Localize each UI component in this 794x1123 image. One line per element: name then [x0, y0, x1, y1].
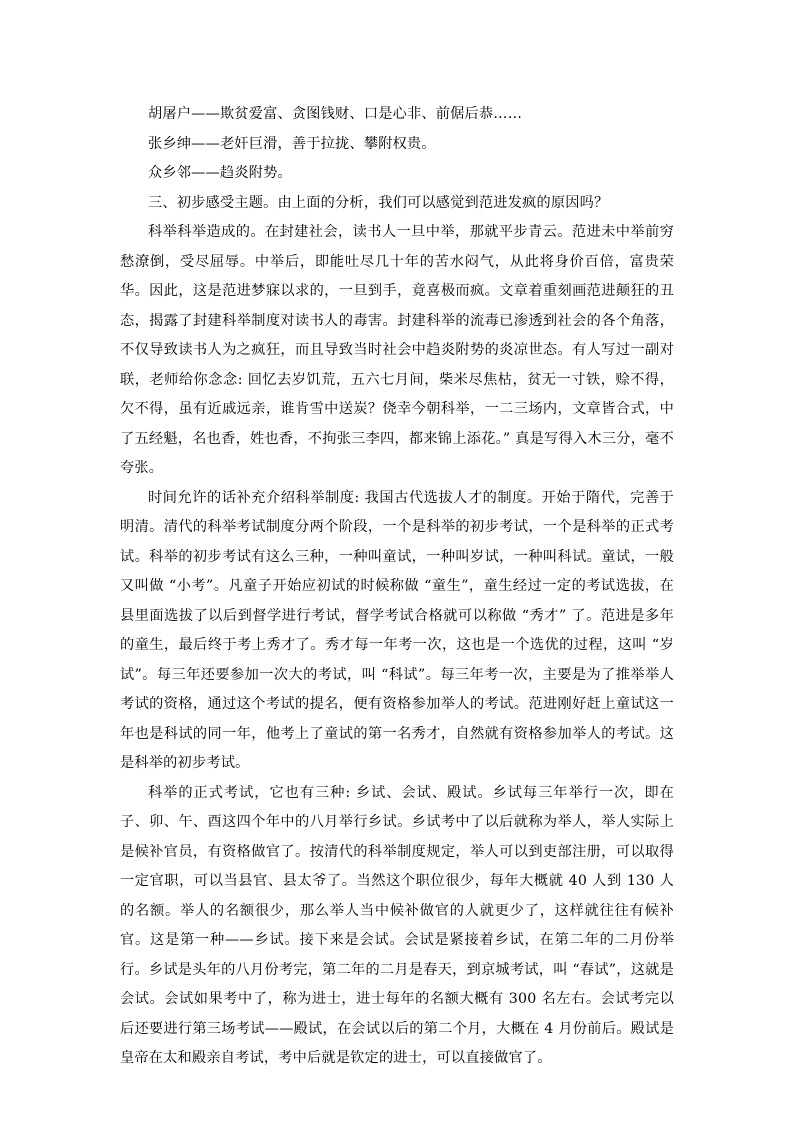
character-line-zhang-xiangshen: 张乡绅——老奸巨滑，善于拉拢、攀附权贵。: [148, 135, 436, 152]
paragraph-keju-formal-exam: 科举的正式考试，它也有三种: 乡试、会试、殿试。乡试每三年举行一次，即在子、卯、午、酉这四个年中的八月举行乡试。乡试考中了以后就称为举人，举人实际上是候补官员，有资格做官了。按清代的科举制度规定，举人可以到吏部注册，可以取得一定官职，可以当县官、县太爷了。当然这个职位很少，每年大概就 40 人到 130 人的名额。举人的名额很少，那么举人当中候补做官的人就更少了，这样就往往有候补官。这是第一种——乡试。接下来是会试。会试是紧接着乡试，在第二年的二月份举行。乡试是头年的八月份考完，第二年的二月是春天，到京城考试，叫 “春试”，这就是会试。会试如果考中了，称为进士，进士每年的名额大概有 300 名左右。会试考完以后还要进行第三场考试——殿试，在会试以后的第二个月，大概在 4 月份前后。殿试是皇帝在太和殿亲自考试，考中后就是钦定的进士，可以直接做官了。: [120, 784, 674, 1066]
paragraph-keju-cause: 科举科举造成的。在封建社会，读书人一旦中举，那就平步青云。范进未中举前穷愁潦倒，受尽屈辱。中举后，即能吐尽几十年的苦水闷气，从此将身价百倍，富贵荣华。因此，这是范进梦寐以求的，一旦到手，竟喜极而疯。文章着重刻画范进颠狂的丑态，揭露了封建科举制度对读书人的毒害。封建科举的流毒已渗透到社会的各个角落，不仅导致读书人为之疯狂，而且导致当时社会中趋炎附势的炎凉世态。有人写过一副对联，老师给你念念: 回忆去岁饥荒，五六七月间，柴米尽焦枯，贫无一寸铁，赊不得，欠不得，虽有近戚远亲，谁肯雪中送炭？侥幸今朝科举，一二三场内，文章皆合式，中了五经魁，名也香，姓也香，不拘张三李四，都来锦上添花。” 真是写得入木三分，毫不夸张。: [120, 224, 674, 476]
paragraph-keju-intro: 时间允许的话补充介绍科举制度: 我国古代选拔人才的制度。开始于隋代，完善于明清。清代的科举考试制度分两个阶段，一个是科举的初步考试，一个是科举的正式考试。科举的初步考试有这么三种，一种叫童试，一种叫岁试，一种叫科试。童试，一般又叫做 “小考”。凡童子开始应初试的时候称做 “童生”，童生经过一定的考试选拔，在县里面选拔了以后到督学进行考试，督学考试合格就可以称做 “秀才” 了。范进是多年的童生，最后终于考上秀才了。秀才每一年考一次，这也是一个选优的过程，这叫 “岁试”。每三年还要参加一次大的考试，叫 “科试”。每三年考一次，主要是为了推举举人考试的资格，通过这个考试的提名，便有资格参加举人的考试。范进刚好赶上童试这一年也是科试的同一年，他考上了童试的第一名秀才，自然就有资格参加举人的考试。这是科举的初步考试。: [120, 489, 674, 771]
section-heading-theme: 三、初步感受主题。由上面的分析，我们可以感觉到范进发疯的原因吗？: [148, 194, 609, 211]
document-page: [120, 100, 674, 1074]
character-line-hu-tuhu: 胡屠户——欺贫爱富、贪图钱财、口是心非、前倨后恭……: [148, 106, 523, 122]
character-line-neighbors: 众乡邻——趋炎附势。: [148, 165, 292, 181]
